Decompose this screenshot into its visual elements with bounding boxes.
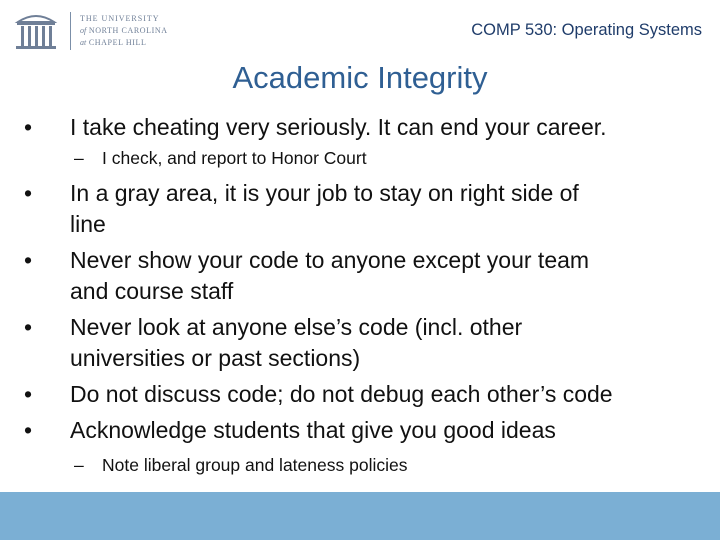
bullet-text: I take cheating very seriously. It can end your career. [70,114,607,140]
bullet-text: line [70,211,106,237]
sub-bullet-text: Note liberal group and lateness policies [102,455,408,475]
bullet-marker: • [24,381,33,407]
bullet-text: Acknowledge students that give you good ideas [70,417,556,443]
sub-bullet-text: I check, and report to Honor Court [102,148,367,168]
sub-bullet-item [74,146,367,170]
slide-title: Academic Integrity [232,60,488,95]
bullet-text: Never show your code to anyone except your team [70,247,590,273]
bullet-text: and course staff [70,278,234,304]
bullet-text: universities or past sections) [70,345,361,371]
bullet-marker: • [24,417,33,443]
sub-bullet-marker: – [74,148,84,168]
bullet-text: In a gray area, it is your job to stay on right side of [70,180,579,206]
bullet-marker: • [24,247,33,273]
sub-bullet-marker: – [74,455,84,475]
bullet-marker: • [24,314,33,340]
university-wordmark: THE UNIVERSITY of NORTH CAROLINA at CHAPEL HILL [80,14,168,47]
bullet-text: Do not discuss code; do not debug each other’s code [70,381,613,407]
sub-bullet-item [74,453,407,477]
bullet-marker: • [24,180,33,206]
course-title: COMP 530: Operating Systems [471,21,702,39]
bullet-marker: • [24,114,33,140]
footer-bar [0,492,720,540]
bullet-text: Never look at anyone else’s code (incl. other [70,314,523,340]
